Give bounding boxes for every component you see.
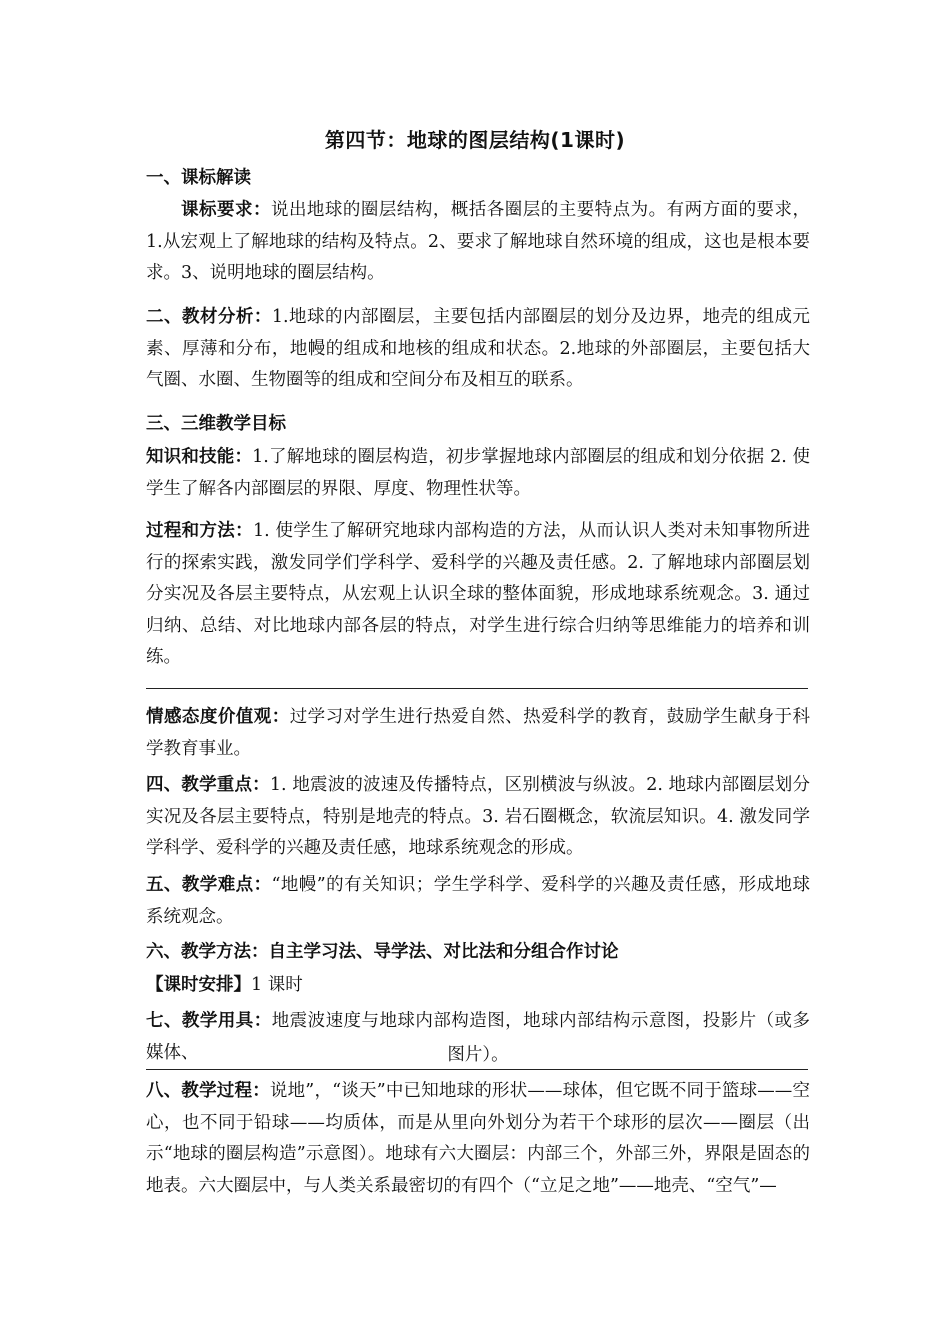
emotion-text: 过学习对学生进行热爱自然、热爱科学的教育，鼓励学生献身于科学教育事业。 xyxy=(146,707,811,759)
section-8-body: 八、教学过程：说地”，“谈天”中已知地球的形状——球体，但它既不同于篮球——空心，也不同于铅球——均质体，而是从里向外划分为若干个球形的层次——圈层（出示“地球的圈层构造”示意图）。地球有六大圈层：内部三个，外部三外，界限是固态的地表。六大圈层中，与人类关系最密切的有四个（“立足之地”——地壳、“空气”— xyxy=(146,1081,811,1196)
requirement-text: 说出地球的圈层结构，概括各圈层的主要特点为。有两方面的要求，1.从宏观上了解地球的结构及特点。2、要求了解地球自然环境的组成，这也是根本要求。3、说明地球的圈层结构。 xyxy=(146,200,811,283)
process-text: 1. 使学生了解研究地球内部构造的方法，从而认识人类对未知事物所进行的探索实践，激发同学们学科学、爱科学的兴趣及责任感。2. 了解地球内部圈层划分实况及各层主要特点，从宏观上认识全球的整体面貌，形成地球系统观念。3. 通过归纳、总结、对比地球内部各层的特点，对学生进行综合归纳等思维能力的培养和训练。 xyxy=(146,521,811,667)
label-requirement: 课标要求 xyxy=(181,200,253,220)
section-1-body: 课标要求：说出地球的圈层结构，概括各圈层的主要特点为。有两方面的要求，1.从宏观上了解地球的结构及特点。2、要求了解地球自然环境的组成，这也是根本要求。3、说明地球的圈层结构。 xyxy=(146,200,811,283)
emotion-values: 情感态度价值观：过学习对学生进行热爱自然、热爱科学的教育，鼓励学生献身于科学教育事业。 xyxy=(146,707,811,759)
schedule-text: 1 课时 xyxy=(251,975,303,995)
section-7-body: 七、教学用具：地震波速度与地球内部构造图，地球内部结构示意图，投影片（或多媒体、 xyxy=(146,1011,811,1063)
label-teaching-tools: 七、教学用具 xyxy=(146,1011,254,1031)
knowledge-skills: 知识和技能：1.了解地球的圈层构造，初步掌握地球内部圈层的组成和划分依据 2. 使学生了解各内部圈层的界限、厚度、物理性状等。 xyxy=(146,447,811,499)
label-knowledge: 知识和技能 xyxy=(146,447,235,467)
difficulties-text: “地幔”的有关知识；学生学科学、爱科学的兴趣及责任感，形成地球系统观念。 xyxy=(146,875,810,927)
textbook-analysis-text: 1.地球的内部圈层，主要包括内部圈层的划分及边界，地壳的组成元素、厚薄和分布，地幔的组成和地核的组成和状态。2.地球的外部圈层，主要包括大气圈、水圈、生物圈等的组成和空间分布及相互的联系。 xyxy=(146,307,811,390)
knowledge-text: 1.了解地球的圈层构造，初步掌握地球内部圈层的组成和划分依据 2. 使学生了解各内部圈层的界限、厚度、物理性状等。 xyxy=(146,447,811,499)
section-4-body: 四、教学重点：1. 地震波的波速及传播特点，区别横波与纵波。2. 地球内部圈层划分实况及各层主要特点，特别是地壳的特点。3. 岩石圈概念，软流层知识。4. 激发同学学科学、爱科学的兴趣及责任感，地球系统观念的形成。 xyxy=(146,775,811,858)
schedule xyxy=(146,970,810,1002)
label-process-teaching: 八、教学过程 xyxy=(146,1081,253,1101)
section-3-heading: 三、三维教学目标 xyxy=(146,414,286,434)
divider-line-2 xyxy=(146,1069,808,1070)
section-5-body: 五、教学难点：“地幔”的有关知识；学生学科学、爱科学的兴趣及责任感，形成地球系统观念。 xyxy=(146,875,810,927)
section-2-body: 二、教材分析：1.地球的内部圈层，主要包括内部圈层的划分及边界，地壳的组成元素、厚薄和分布，地幔的组成和地核的组成和状态。2.地球的外部圈层，主要包括大气圈、水圈、生物圈等的组成和空间分布及相互的联系。 xyxy=(146,307,811,390)
section-1-heading: 一、课标解读 xyxy=(146,168,251,188)
page-title: 第四节：地球的图层结构(1课时) xyxy=(324,128,626,152)
label-emotion: 情感态度价值观 xyxy=(146,707,272,727)
process-methods: 过程和方法：1. 使学生了解研究地球内部构造的方法，从而认识人类对未知事物所进行的探索实践，激发同学们学科学、爱科学的兴趣及责任感。2. 了解地球内部圈层划分实况及各层主要特点，从宏观上认识全球的整体面貌，形成地球系统观念。3. 通过归纳、总结、对比地球内部各层的特点，对学生进行综合归纳等思维能力的培养和训练。 xyxy=(146,521,811,667)
section-6-heading: 六、教学方法：自主学习法、导学法、对比法和分组合作讨论 xyxy=(146,942,619,962)
teaching-tools-text: 地震波速度与地球内部构造图，地球内部结构示意图，投影片（或多媒体、 xyxy=(146,1011,811,1063)
label-key-points: 四、教学重点 xyxy=(146,775,253,795)
label-difficulties: 五、教学难点 xyxy=(146,875,254,895)
label-schedule: 【课时安排】 xyxy=(146,975,251,995)
divider-line xyxy=(146,688,808,689)
label-textbook-analysis: 二、教材分析 xyxy=(146,307,254,327)
key-points-text: 1. 地震波的波速及传播特点，区别横波与纵波。2. 地球内部圈层划分实况及各层主要特点，特别是地壳的特点。3. 岩石圈概念，软流层知识。4. 激发同学学科学、爱科学的兴趣及责任感，地球系统观念的形成。 xyxy=(146,775,811,858)
teaching-process-text: 说地”，“谈天”中已知地球的形状——球体，但它既不同于篮球——空心，也不同于铅球——均质体，而是从里向外划分为若干个球形的层次——圈层（出示“地球的圈层构造”示意图）。地球有六大圈层：内部三个，外部三外，界限是固态的地表。六大圈层中，与人类关系最密切的有四个（“立足之地”——地壳、“空气”— xyxy=(146,1081,811,1196)
teaching-tools-cont: 图片）。 xyxy=(447,1045,509,1065)
label-process: 过程和方法 xyxy=(146,521,236,541)
